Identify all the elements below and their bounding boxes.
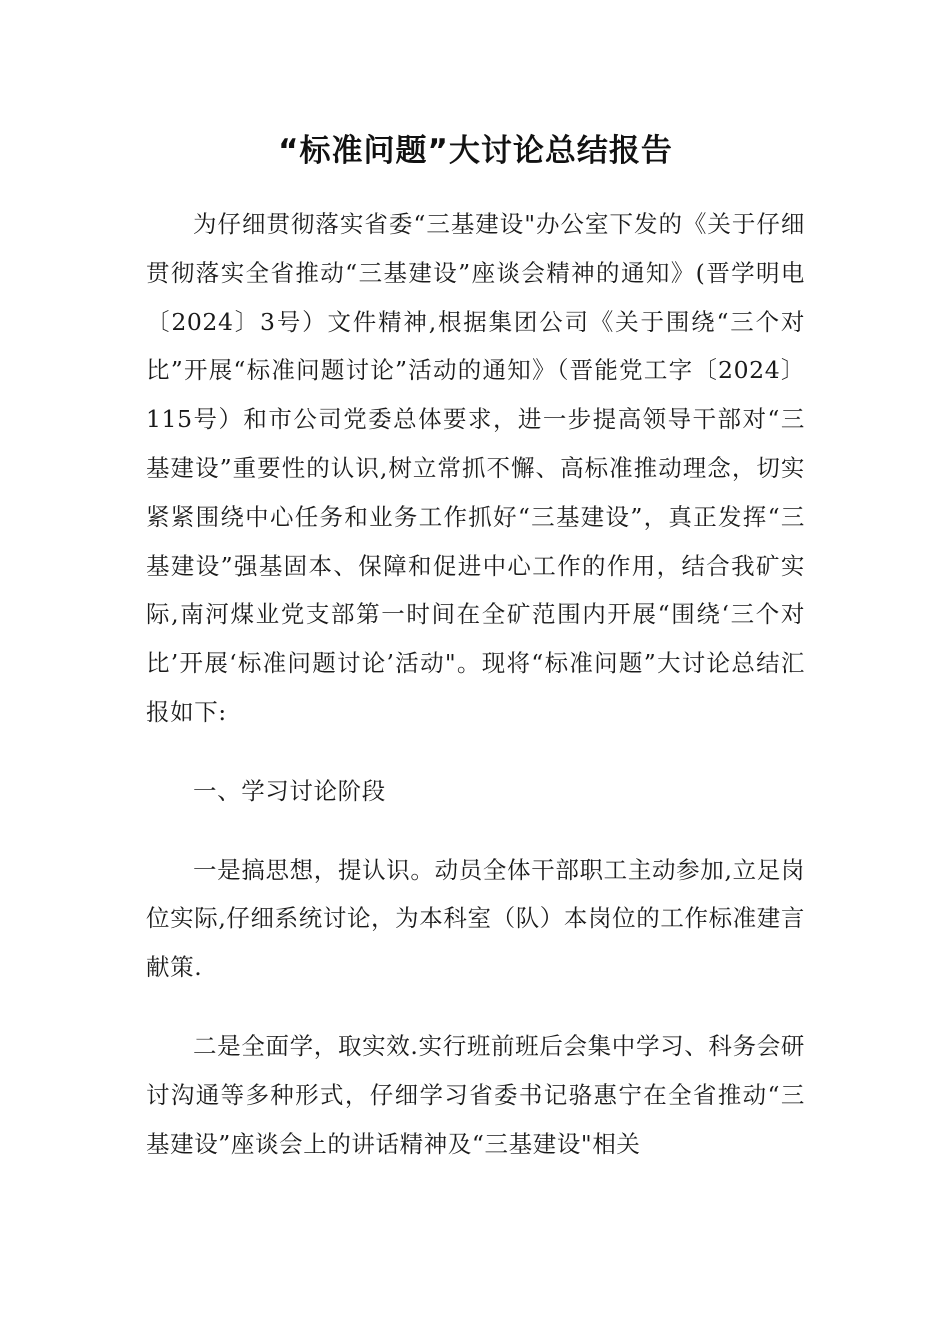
- section-heading-study-discussion: 一、学习讨论阶段: [193, 776, 386, 805]
- document-title: “标准问题”大讨论总结报告: [278, 133, 673, 169]
- intro-paragraph: 为仔细贯彻落实省委“三基建设"办公室下发的《关于仔细贯彻落实全省推动“三基建设”座谈会精神的通知》(晋学明电〔2024〕3号）文件精神,根据集团公司《关于围绕“三个对比”开展“标准问题讨论”活动的通知》（晋能党工字〔2024〕115号）和市公司党委总体要求，进一步提高领导干部对“三基建设”重要性的认识,树立常抓不懈、高标准推动理念，切实紧紧围绕中心任务和业务工作抓好“三基建设”，真正发挥“三基建设”强基固本、保障和促进中心工作的作用，结合我矿实际,南河煤业党支部第一时间在全矿范围内开展“围绕‘三个对比’开展‘标准问题讨论’活动"。现将“标准问题”大讨论总结汇报如下:: [146, 210, 805, 726]
- point-two-paragraph: 二是全面学，取实效.实行班前班后会集中学习、科务会研讨沟通等多种形式，仔细学习省委书记骆惠宁在全省推动“三基建设”座谈会上的讲话精神及“三基建设"相关: [146, 1031, 805, 1158]
- document-body: [146, 200, 805, 1168]
- point-one-paragraph: 一是搞思想，提认识。动员全体干部职工主动参加,立足岗位实际,仔细系统讨论，为本科室（队）本岗位的工作标准建言献策.: [146, 855, 805, 982]
